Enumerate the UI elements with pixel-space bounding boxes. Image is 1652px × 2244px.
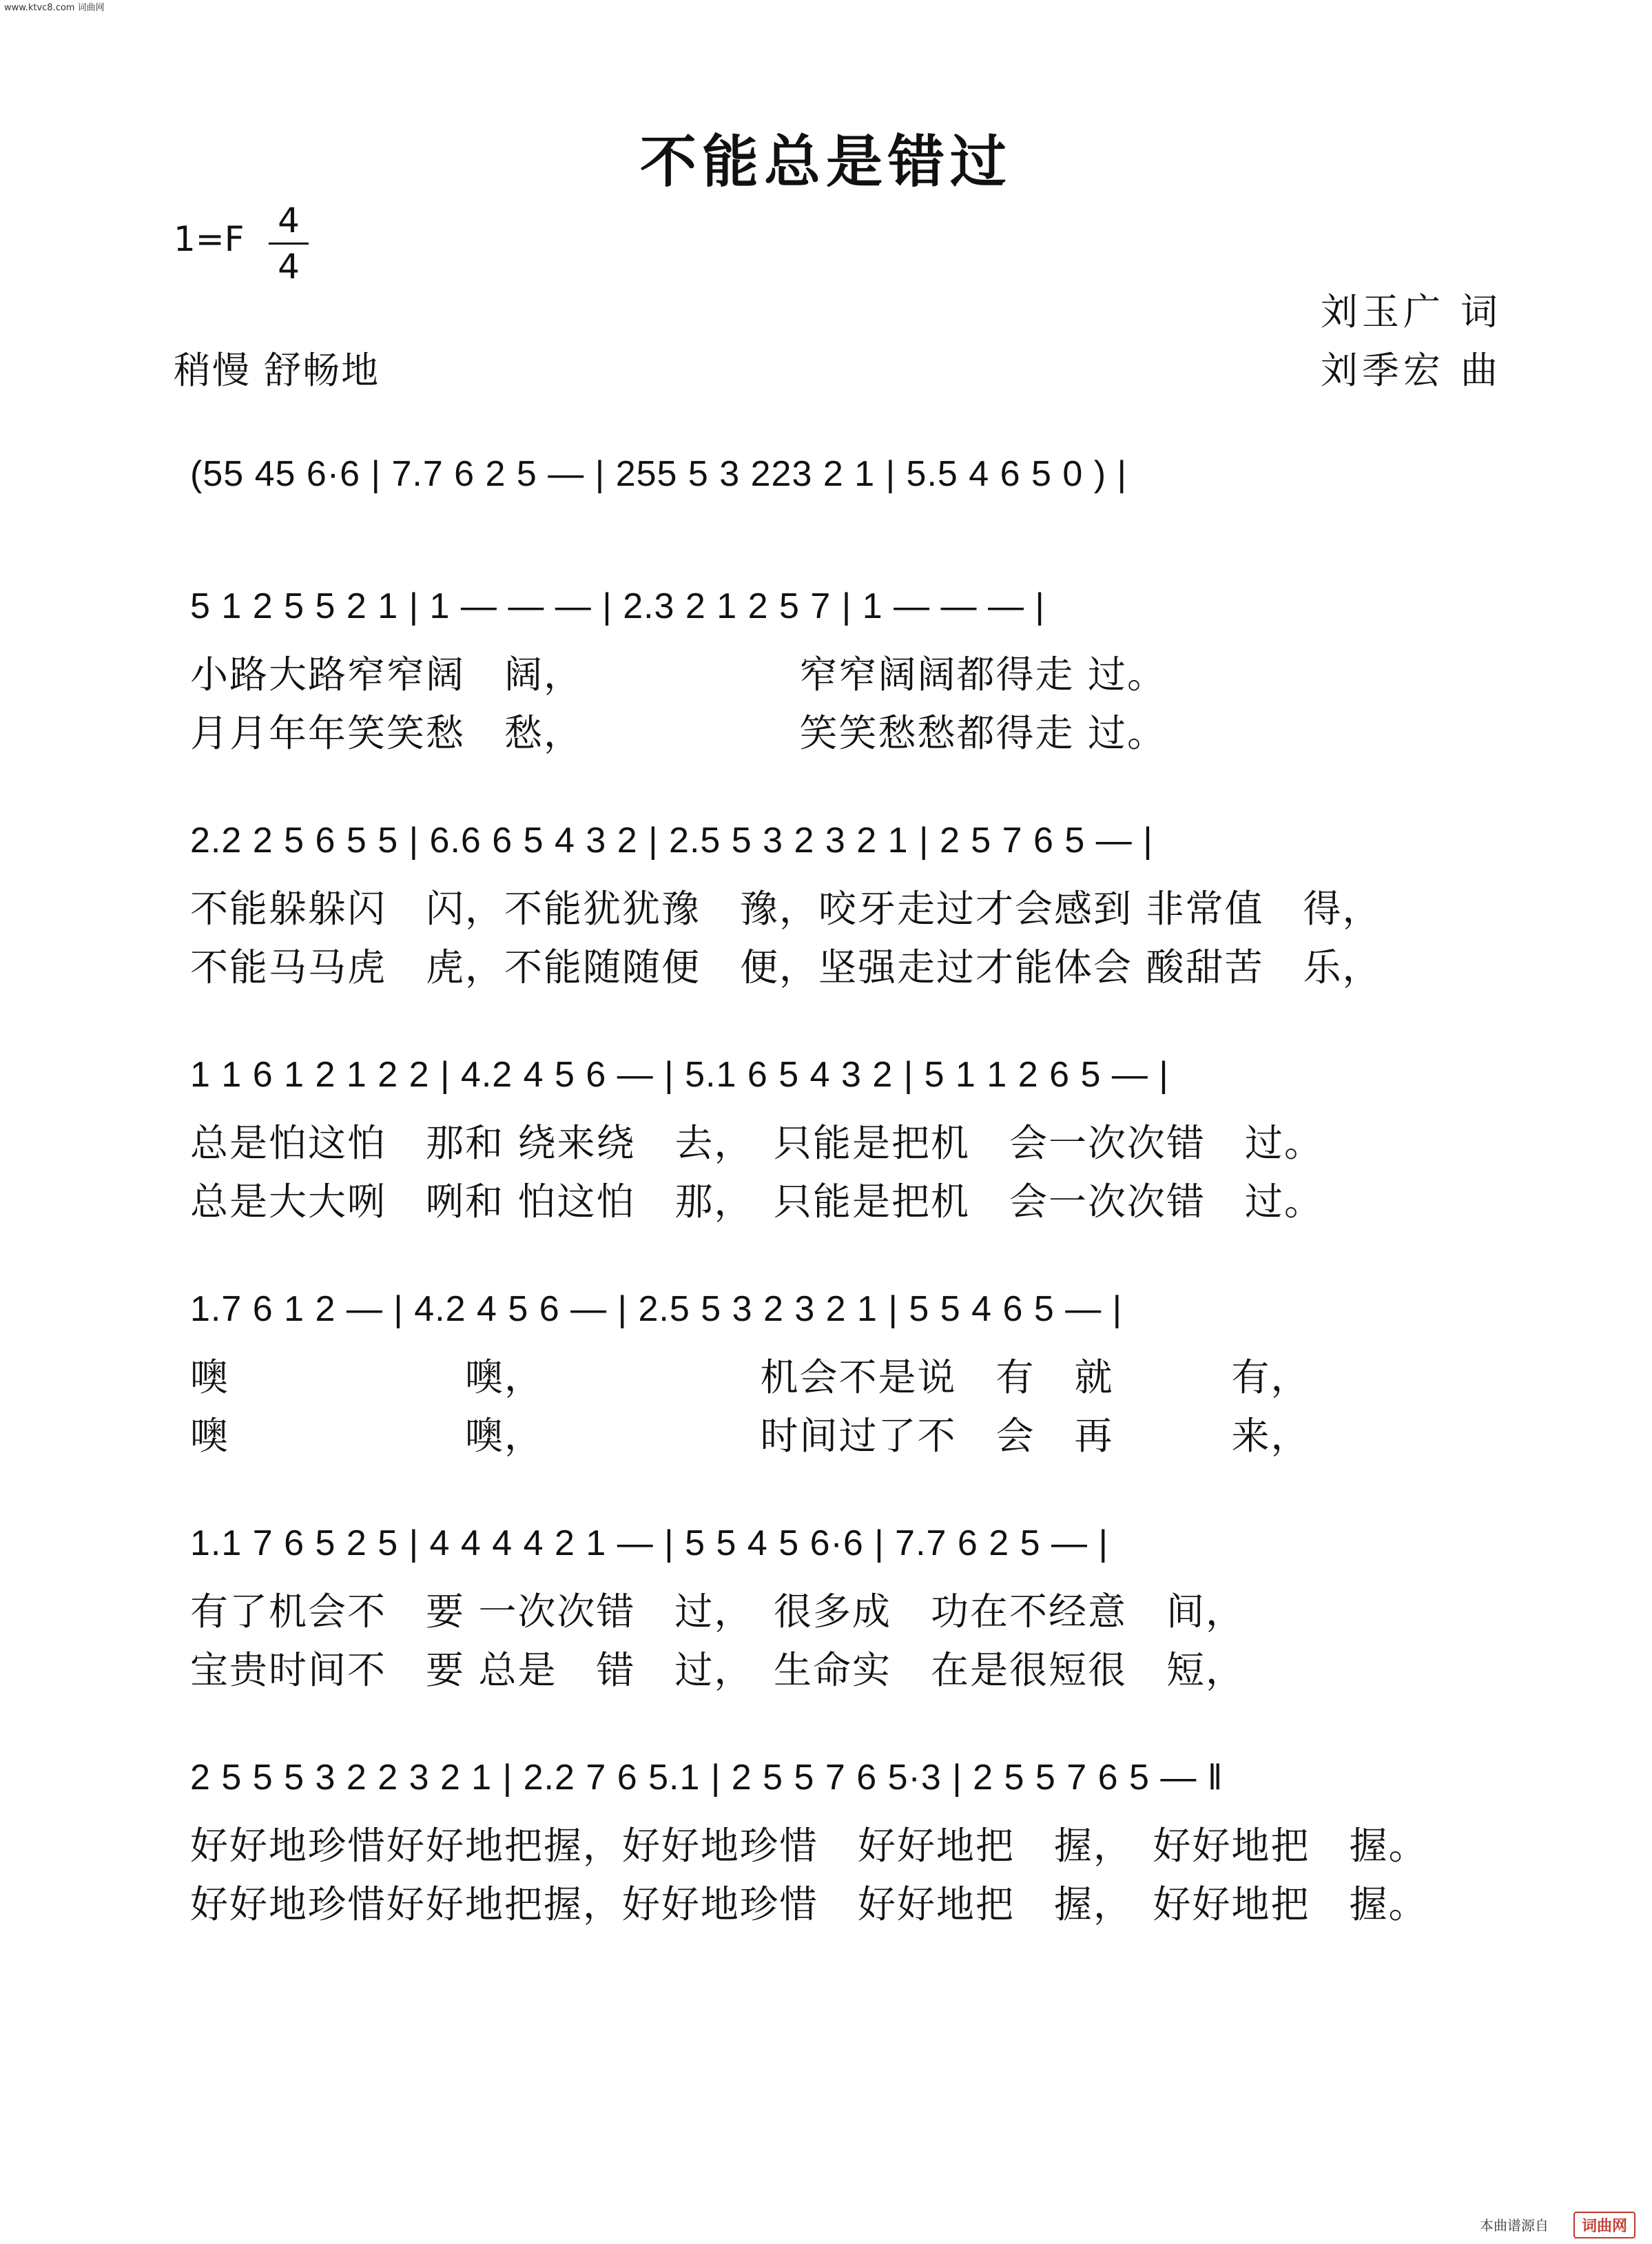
notation-line-4: 1.7 6 1 2 — | 4.2 4 5 6 — | 2.5 5 3 2 3 2 1 | 5 5 4 6 5 — | [190,1289,1123,1329]
song-title: 不能总是错过 [639,130,1012,195]
lyric-verse-2: 月月年年笑笑愁 愁， 笑笑愁愁都得走 过。 [190,711,1166,755]
lyric-verse-1: 小路大路窄窄阔 阔， 窄窄阔阔都得走 过。 [190,652,1166,697]
notation-line-3: 1 1 6 1 2 1 2 2 | 4.2 4 5 6 — | 5.1 6 5 4 3 2 | 5 1 1 2 6 5 — | [190,1055,1169,1095]
lyricist-credit: 刘玉广 词 [1320,290,1502,333]
lyric-verse-1: 有了机会不 要 一次次错 过， 很多成 功在不经意 间， [190,1589,1245,1634]
time-signature-bottom: 4 [278,247,300,287]
time-signature [269,200,309,287]
notation-line-intro: (55 45 6·6 | 7.7 6 2 5 — | 255 5 3 223 2 1 | 5.5 4 6 5 0 ) | [190,454,1127,494]
lyric-verse-1: 不能躲躲闪 闪，不能犹犹豫 豫，咬牙走过才会感到 非常值 得， [190,887,1382,931]
composer-credit: 刘季宏 曲 [1320,349,1502,392]
lyric-verse-2: 噢 噢， 时间过了不 会 再 来， [190,1414,1310,1458]
notation-line-1: 5 1 2 5 5 2 1 | 1 — — — | 2.3 2 1 2 5 7 | 1 — — — | [190,586,1045,626]
lyric-verse-1: 总是怕这怕 那和 绕来绕 去， 只能是把机 会一次次错 过。 [190,1121,1323,1165]
lyric-verse-1: 噢 噢， 机会不是说 有 就 有， [190,1355,1310,1399]
footer-logo[interactable]: 词曲网 [1573,2212,1635,2238]
lyric-verse-2: 不能马马虎 虎，不能随随便 便，坚强走过才能体会 酸甜苦 乐， [190,945,1382,989]
lyric-verse-2: 好好地珍惜好好地把握，好好地珍惜 好好地把 握， 好好地把 握。 [190,1882,1428,1926]
lyric-verse-2: 宝贵时间不 要 总是 错 过， 生命实 在是很短很 短， [190,1648,1245,1692]
lyric-verse-1: 好好地珍惜好好地把握，好好地珍惜 好好地把 握， 好好地把 握。 [190,1824,1428,1868]
site-header: www.ktvc8.com 词曲网 [4,3,105,13]
lyric-verse-2: 总是大大咧 咧和 怕这怕 那， 只能是把机 会一次次错 过。 [190,1180,1323,1224]
tempo-marking: 稍慢 舒畅地 [174,349,380,392]
key-signature: 1=F [174,219,245,259]
time-signature-bar [269,243,309,245]
notation-line-6: 2 5 5 5 3 2 2 3 2 1 | 2.2 7 6 5.1 | 2 5 5 7 6 5·3 | 2 5 5 7 6 5 — ‖ [190,1758,1223,1798]
notation-line-2: 2.2 2 5 6 5 5 | 6.6 6 5 4 3 2 | 2.5 5 3 2 3 2 1 | 2 5 7 6 5 — | [190,821,1153,861]
time-signature-top: 4 [278,200,300,240]
notation-line-5: 1.1 7 6 5 2 5 | 4 4 4 4 2 1 — | 5 5 4 5 6·6 | 7.7 6 2 5 — | [190,1523,1108,1563]
footer-source-text: 本曲谱源自 [1480,2217,1549,2234]
